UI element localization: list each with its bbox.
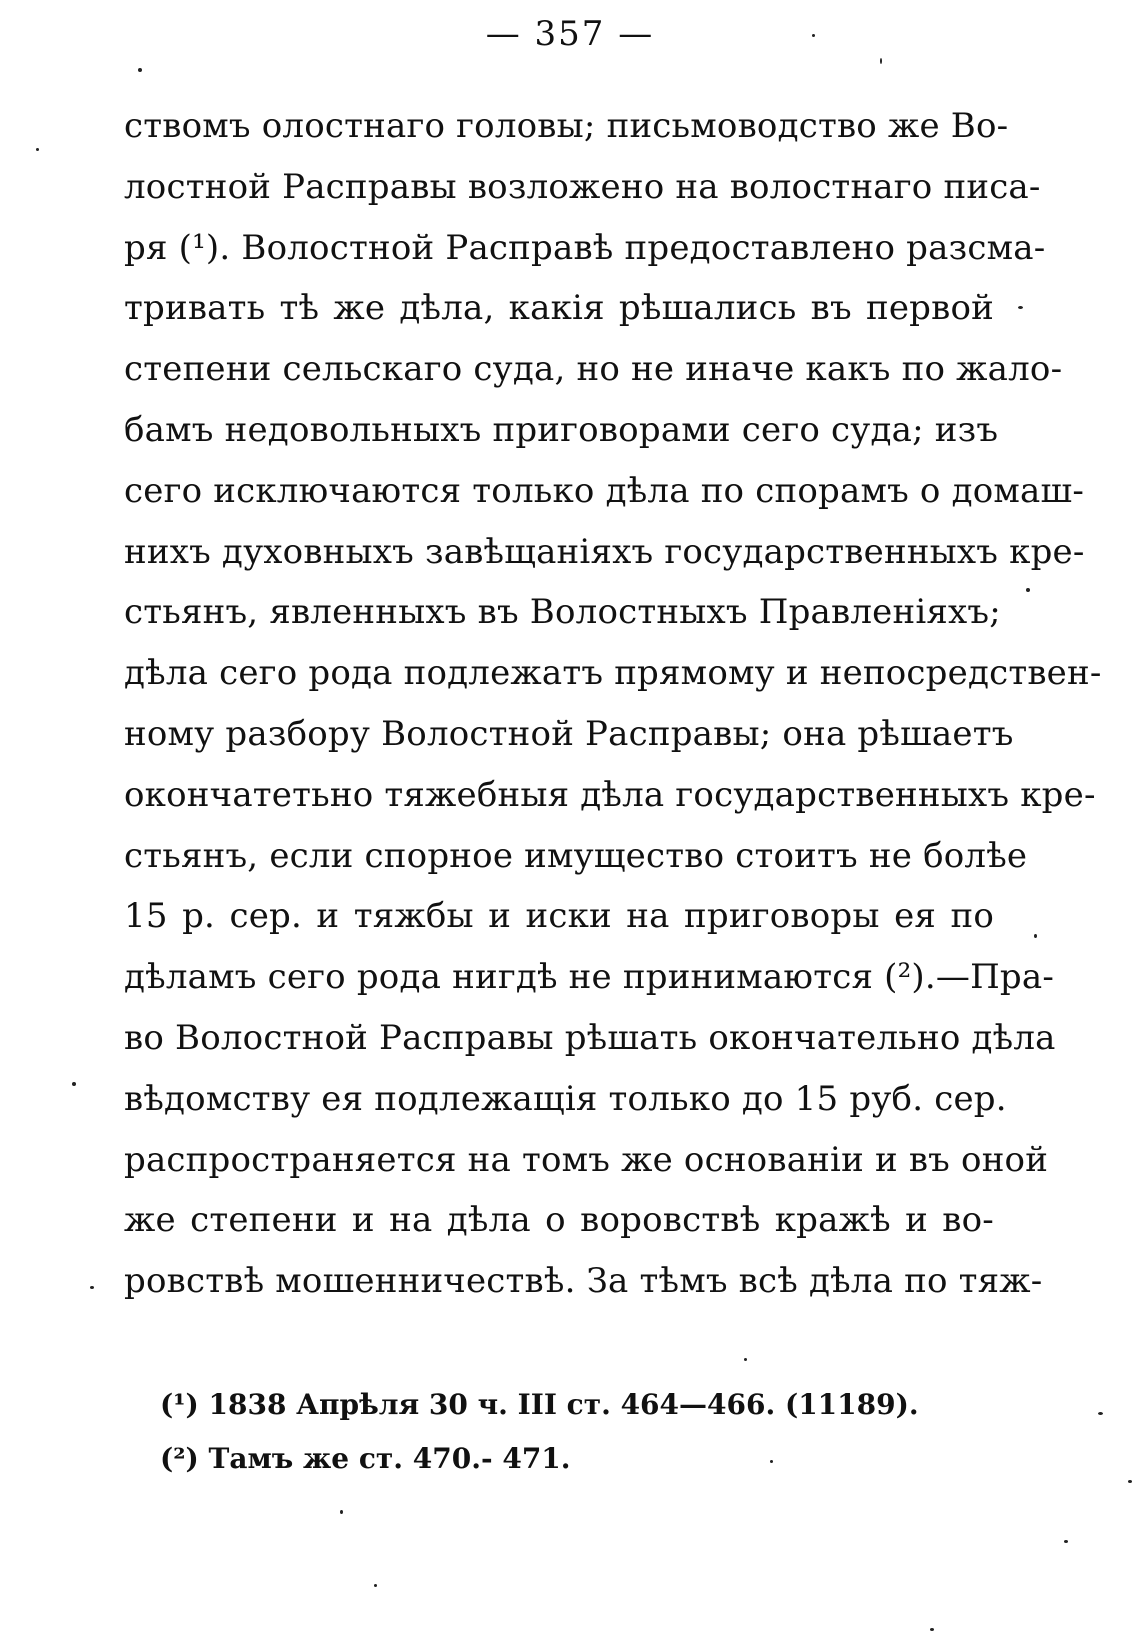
scan-speck (72, 1082, 76, 1086)
scan-speck (1098, 1412, 1103, 1415)
footnote: (²) Тамъ же ст. 470.- 471. (160, 1442, 571, 1475)
body-line: ря (¹). Волостной Расправѣ предоставлено разсма- (124, 227, 1046, 268)
scan-speck (930, 1628, 934, 1631)
body-line: стьянъ, если спорное имущество стоитъ не болѣе (124, 835, 1028, 876)
body-line: во Волостной Расправы рѣшать окончательно дѣла (124, 1017, 1056, 1058)
body-line: ровствѣ мошенничествѣ. За тѣмъ всѣ дѣла по тяж- (124, 1261, 1043, 1302)
body-line: ному разбору Волостной Расправы; она рѣшаетъ (124, 713, 1014, 754)
scan-speck (812, 34, 815, 37)
body-line: вѣдомству ея подлежащія только до 15 руб. сер. (124, 1078, 1007, 1119)
body-line: же степени и на дѣла о воровствѣ кражѣ и во- (124, 1200, 994, 1241)
scan-speck (90, 1286, 94, 1289)
body-line: окончатетьно тяжебныя дѣла государственныхъ кре- (124, 774, 1096, 815)
body-line: дѣламъ сего рода нигдѣ не принимаются (²).—Пра- (124, 957, 1055, 998)
body-line: лостной Расправы возложено на волостнаго писа- (124, 166, 1041, 207)
body-line: дѣла сего рода подлежатъ прямому и непосредствен- (124, 653, 1102, 694)
scan-speck (1064, 1540, 1068, 1543)
scan-speck (744, 1358, 747, 1361)
scan-speck (374, 1584, 377, 1587)
page-number: — 357 — (485, 14, 655, 54)
scan-speck (1026, 588, 1030, 592)
body-line: сего исключаются только дѣла по спорамъ о домаш- (124, 470, 1085, 511)
body-line: бамъ недовольныхъ приговорами сего суда; изъ (124, 409, 999, 450)
scan-speck (1128, 1480, 1132, 1483)
scan-speck (770, 1460, 773, 1463)
body-text (124, 96, 1102, 1312)
scan-speck (340, 1510, 343, 1514)
body-line: стьянъ, явленныхъ въ Волостныхъ Правленіяхъ; (124, 592, 1001, 633)
footnotes (160, 1378, 960, 1486)
scan-speck (880, 58, 882, 64)
scan-speck (1034, 934, 1037, 938)
body-line: нихъ духовныхъ завѣщаніяхъ государственныхъ кре- (124, 531, 1085, 572)
footnote: (¹) 1838 Апрѣля 30 ч. III ст. 464—466. (11189). (160, 1388, 919, 1421)
body-line: ствомъ олостнаго головы; письмоводство же Во- (124, 106, 1009, 146)
body-line: тривать тѣ же дѣла, какія рѣшались въ первой (124, 288, 994, 329)
body-line: степени сельскаго суда, но не иначе какъ по жало- (124, 349, 1063, 390)
body-line: распространяется на томъ же основаніи и въ оной (124, 1139, 1049, 1180)
scan-speck (138, 68, 142, 72)
body-line: 15 р. сер. и тяжбы и иски на приговоры ея по (124, 896, 994, 937)
scan-speck (1018, 306, 1023, 309)
scan-speck (36, 148, 39, 151)
